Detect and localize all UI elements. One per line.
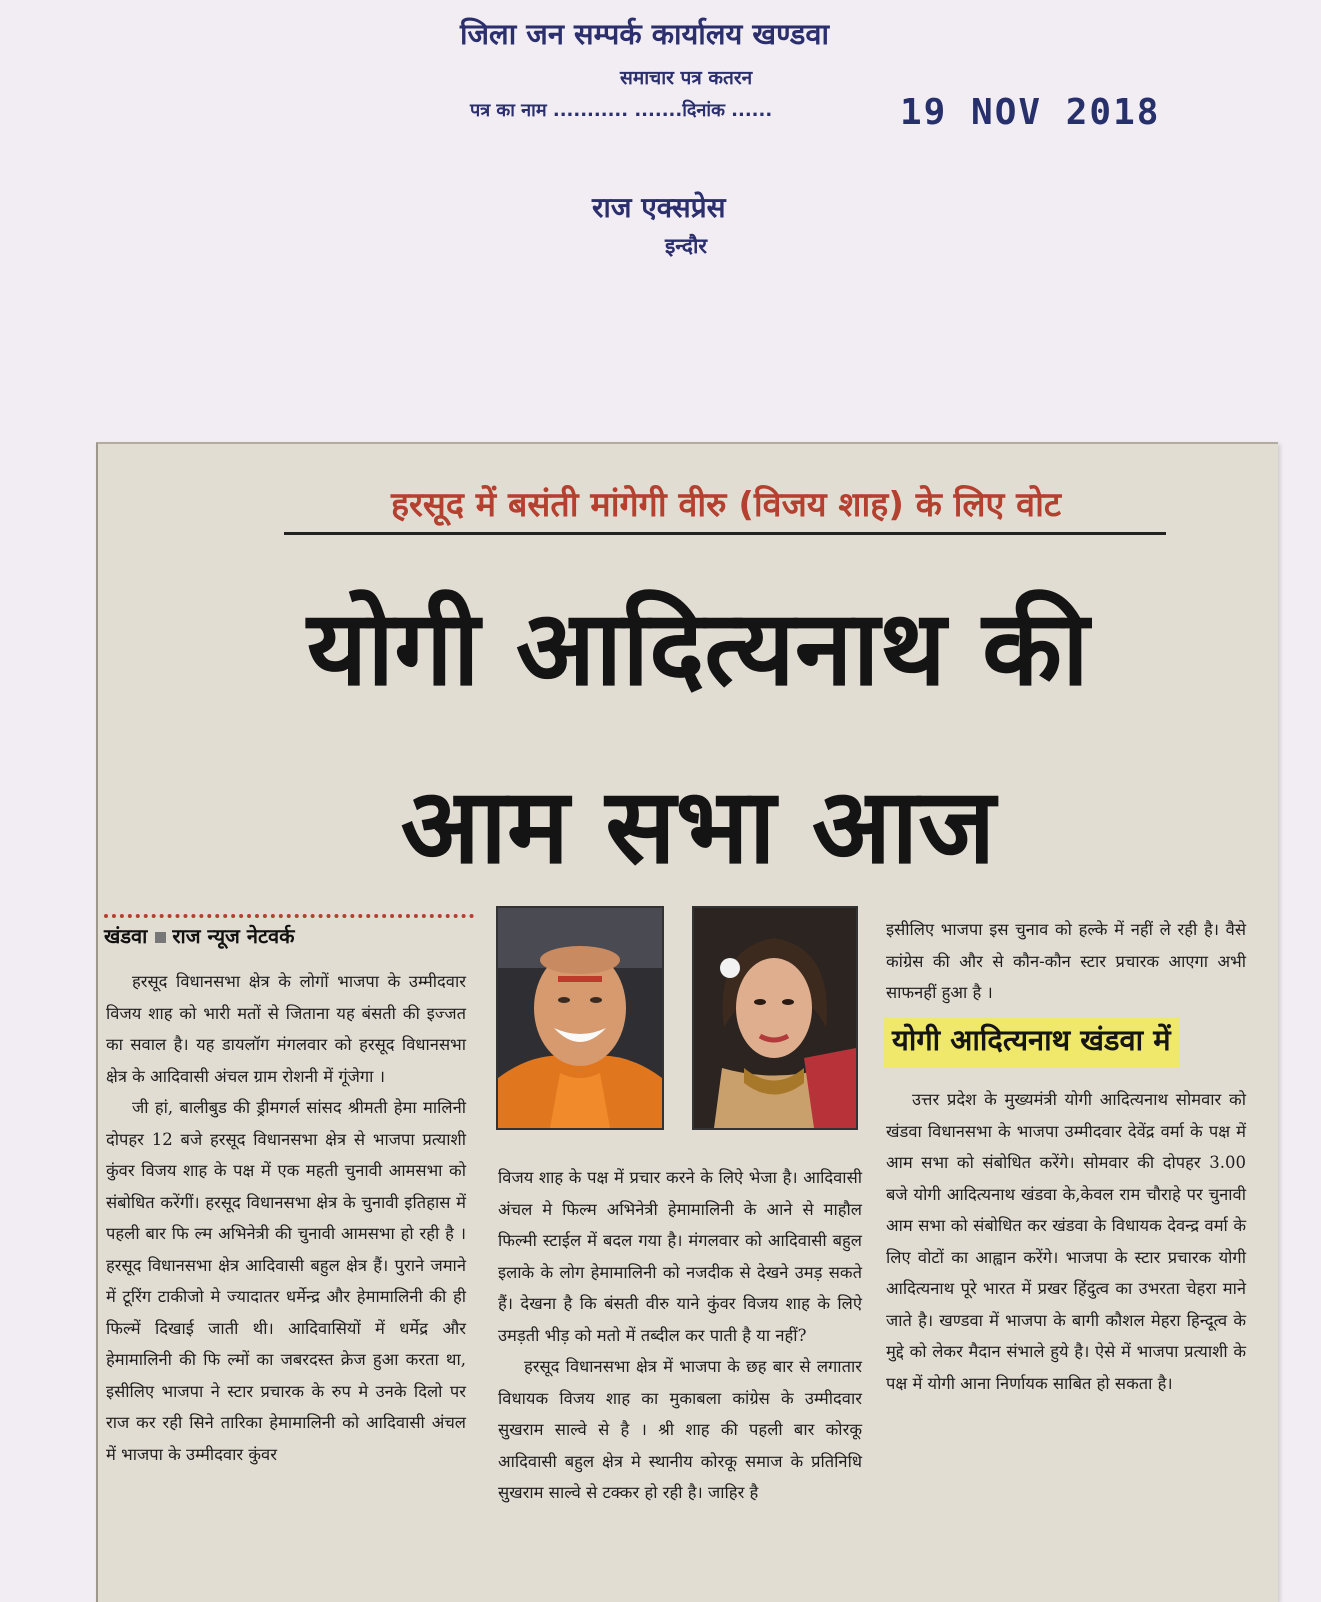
stamp-name-label: पत्र का नाम ........... .......दिनांक ......	[470, 100, 773, 121]
left-paragraph-2: जी हां, बालीबुड की ड्रीमगर्ल सांसद श्रीमती हेमा मालिनी दोपहर 12 बजे हरसूद विधानसभा क्षेत्र से भाजपा प्रत्याशी कुंवर विजय शाह के पक्ष में एक महती चुनावी आमसभा को संबोधित करेंगीं। हरसूद विधानसभा क्षेत्र के चुनावी इतिहास में पहली बार फि ल्म अभिनेत्री की चुनावी आमसभा हो रही है । हरसूद विधानसभा क्षेत्र आदिवासी बहुल क्षेत्र हैं। पुराने जमाने में टूरिंग टाकीजो मे ज्यादातर धर्मेन्द्र और हेमामालिनी की ही फिल्में दिखाई जाती थी। आदिवासियों में धर्मेद्र और हेमामालिनी की फि ल्मों का जबरदस्त क्रेज हुआ करता था, इसीलिए भाजपा ने स्टार प्रचारक के रुप मे उनके दिलो पर राज कर रही सिने तारिका हेमामालिनी को आदिवासी अंचल में भाजपा के उम्मीदवार कुंवर	[106, 1098, 466, 1464]
photo-yogi-adityanath	[496, 906, 664, 1130]
subheading-yogi-in-khandwa: योगी आदित्यनाथ खंडवा में	[884, 1018, 1179, 1068]
right-paragraph-1: इसीलिए भाजपा इस चुनाव को हल्के में नहीं ले रही है। वैसे कांग्रेस की और से कौन-कौन स्टार प्रचारक आएगा अभी साफनहीं हुआ है ।	[886, 920, 1246, 1002]
byline-agency: राज न्यूज नेटवर्क	[172, 924, 295, 948]
left-paragraph-1: हरसूद विधानसभा क्षेत्र के लोगों भाजपा के उम्मीदवार विजय शाह को भारी मतों से जिताना यह बंसती की इज्जत का सवाल है। यह डायलॉग मंगलवार को हरसूद विधानसभा क्षेत्र के आदिवासी अंचल ग्राम रोशनी में गूंजेगा ।	[106, 972, 466, 1086]
photo-hema-malini	[692, 906, 858, 1130]
kicker-underline	[284, 532, 1166, 535]
portrait-woman-image	[694, 908, 856, 1128]
article-kicker: हरसूद में बसंती मांगेगी वीरु (विजय शाह) के लिए वोट	[390, 485, 1062, 525]
stamp-office-name: जिला जन सम्पर्क कार्यालय खण्डवा	[460, 17, 830, 51]
byline-place: खंडवा	[104, 924, 148, 948]
column-right-top	[886, 914, 1246, 1009]
right-paragraph-2: उत्तर प्रदेश के मुख्यमंत्री योगी आदित्यनाथ सोमवार को खंडवा विधानसभा के भाजपा उम्मीदवार देवेंद्र वर्मा के पक्ष में आम सभा को संबोधित करेंगे। सोमवार की दोपहर 3.00 बजे योगी आदित्यनाथ खंडवा के,केवल राम चौराहे पर चुनावी आम सभा को संबोधित कर खंडवा के विधायक देवन्द्र वर्मा के लिए वोटों का आह्वान करेंगे। भाजपा के स्टार प्रचारक योगी आदित्यनाथ पूरे भारत में प्रखर हिंदुत्व का उभरता चेहरा माने जाते है। खण्डवा में भाजपा के बागी कौशल मेहरा हिन्दूत्व के मुद्दे को लेकर मैदान संभाले हुये है। ऐसे में भाजपा प्रत्याशी के पक्ष में योगी आना निर्णायक साबित हो सकता है।	[886, 1090, 1246, 1393]
stamp-city: इन्दौर	[665, 234, 707, 258]
column-middle	[498, 1162, 862, 1509]
stamp-newspaper-name: राज एक्सप्रेस	[592, 191, 726, 224]
square-bullet-icon	[155, 932, 166, 943]
byline-divider	[104, 914, 474, 918]
column-left	[106, 966, 466, 1470]
column-right-bottom	[886, 1084, 1246, 1399]
newspaper-clipping	[96, 442, 1278, 1602]
stamp-subtitle: समाचार पत्र कतरन	[620, 67, 753, 89]
mid-paragraph-2: हरसूद विधानसभा क्षेत्र में भाजपा के छह बार से लगातार विधायक विजय शाह का मुकाबला कांग्रेस के उम्मीदवार सुखराम साल्वे से है । श्री शाह की पहली बार कोरकू आदिवासी बहुल क्षेत्र मे स्थानीय कोरकू समाज के प्रतिनिधि सुखराम साल्वे से टक्कर हो रही है। जाहिर है	[498, 1357, 862, 1502]
portrait-man-image	[498, 908, 662, 1128]
headline-line-1: योगी आदित्यनाथ की	[306, 587, 1089, 709]
mid-paragraph-1: विजय शाह के पक्ष में प्रचार करने के लिऐ भेजा है। आदिवासी अंचल मे फिल्म अभिनेत्री हेमामालिनी के आने से माहौल फिल्मी स्टाईल में बदल गया है। मंगलवार को आदिवासी बहुल इलाके के लोग हेमामालिनी को नजदीक से देखने उमड़ सकते हैं। देखना है कि बंसती वीरु याने कुंवर विजय शाह के लिऐ उमड़ती भीड़ को मतो में तब्दील कर पाती है या नहीं?	[498, 1168, 862, 1345]
stamp-date: 19 NOV 2018	[900, 92, 1161, 133]
headline-line-2: आम सभा आज	[400, 765, 996, 887]
byline	[104, 922, 295, 949]
